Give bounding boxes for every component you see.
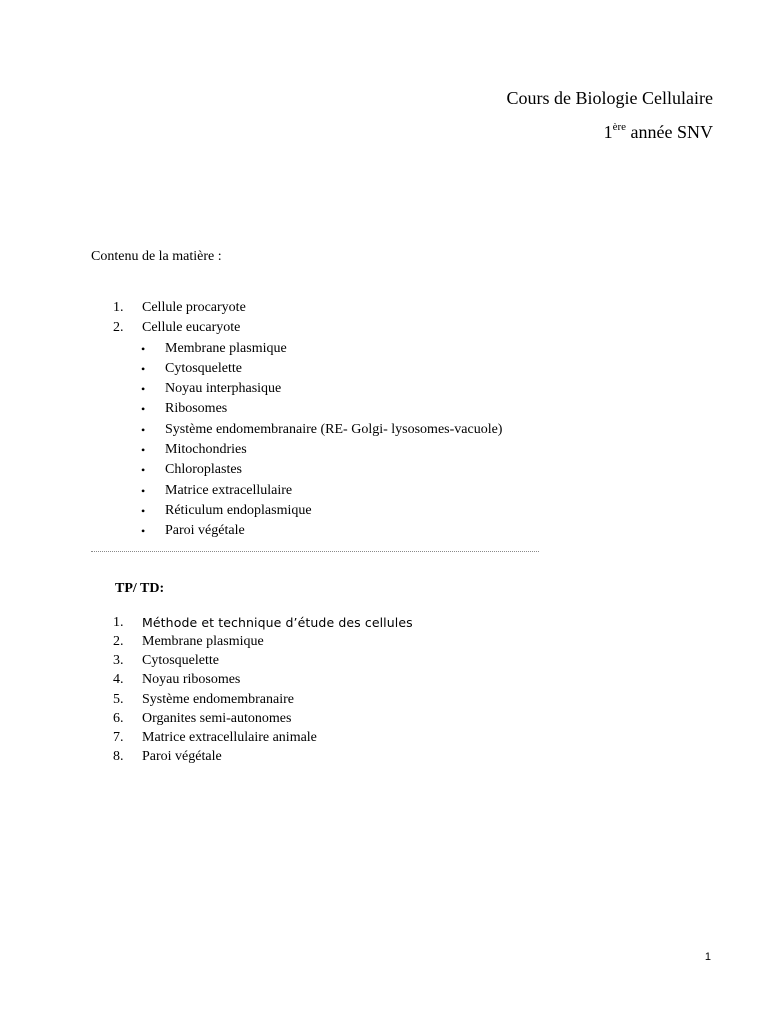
page-number: 1 xyxy=(704,951,711,963)
tp-td-item-number: 8. xyxy=(113,749,124,764)
course-title: Cours de Biologie Cellulaire xyxy=(506,88,713,108)
contenu-heading: Contenu de la matière : xyxy=(91,249,222,264)
contenu-item-label: Cellule eucaryote xyxy=(142,320,241,335)
tp-td-item-label: Paroi végétale xyxy=(142,749,222,764)
bullet-icon: • xyxy=(141,463,146,477)
dotted-separator xyxy=(91,551,539,552)
tp-td-item-number: 5. xyxy=(113,692,124,707)
tp-td-item-number: 7. xyxy=(113,730,124,745)
bullet-item-label: Matrice extracellulaire xyxy=(165,483,293,498)
tp-td-item-label: Méthode et technique d’étude des cellules xyxy=(142,615,413,630)
contenu-item-number: 2. xyxy=(113,320,124,335)
course-year xyxy=(604,120,713,144)
bullet-icon: • xyxy=(141,443,146,457)
bullet-item-label: Cytosquelette xyxy=(165,361,242,376)
contenu-item-number: 1. xyxy=(113,300,124,315)
tp-td-item-label: Noyau ribosomes xyxy=(142,672,241,687)
tp-td-item-label: Membrane plasmique xyxy=(142,634,264,649)
bullet-item-label: Réticulum endoplasmique xyxy=(165,503,312,518)
bullet-item-label: Noyau interphasique xyxy=(165,381,282,396)
bullet-icon: • xyxy=(141,484,146,498)
bullet-icon: • xyxy=(141,362,146,376)
tp-td-item-number: 2. xyxy=(113,634,124,649)
tp-td-item-number: 1. xyxy=(113,615,124,630)
bullet-icon: • xyxy=(141,524,146,538)
bullet-icon: • xyxy=(141,382,146,396)
bullet-item-label: Membrane plasmique xyxy=(165,341,287,356)
bullet-item-label: Système endomembranaire (RE- Golgi- lysosomes-vacuole) xyxy=(165,422,503,437)
tp-td-item-number: 4. xyxy=(113,672,124,687)
tp-td-item-label: Matrice extracellulaire animale xyxy=(142,730,317,745)
bullet-icon: • xyxy=(141,423,146,437)
bullet-item-label: Paroi végétale xyxy=(165,523,245,538)
tp-td-item-number: 6. xyxy=(113,711,124,726)
bullet-item-label: Chloroplastes xyxy=(165,462,242,477)
bullet-item-label: Ribosomes xyxy=(165,401,228,416)
contenu-item-label: Cellule procaryote xyxy=(142,300,246,315)
bullet-icon: • xyxy=(141,402,146,416)
bullet-item-label: Mitochondries xyxy=(165,442,247,457)
year-number: 1 xyxy=(603,122,613,142)
tp-td-item-label: Système endomembranaire xyxy=(142,692,295,707)
bullet-icon: • xyxy=(141,342,146,356)
year-superscript: ère xyxy=(612,121,627,133)
tp-td-item-label: Organites semi-autonomes xyxy=(142,711,292,726)
bullet-icon: • xyxy=(141,504,146,518)
tp-td-item-label: Cytosquelette xyxy=(142,653,219,668)
year-label: année SNV xyxy=(626,122,713,142)
tp-td-heading: TP/ TD: xyxy=(115,581,165,596)
tp-td-item-number: 3. xyxy=(113,653,124,668)
